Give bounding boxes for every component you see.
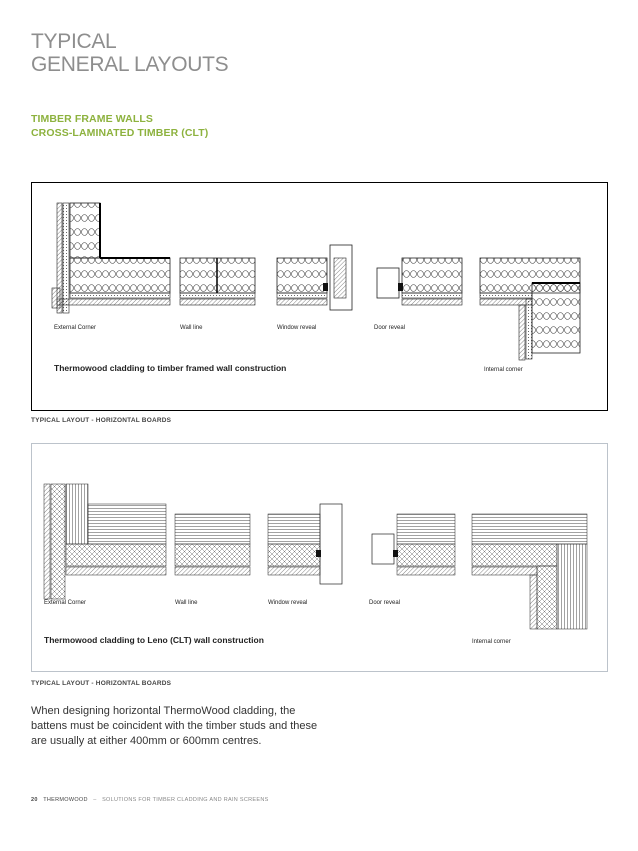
- footer-brand: THERMOWOOD: [43, 797, 88, 803]
- title-line-1: TYPICAL: [31, 30, 117, 53]
- window-reveal-detail: [277, 245, 352, 310]
- subtitle-line-2: CROSS-LAMINATED TIMBER (CLT): [31, 127, 209, 139]
- clt-external-corner-detail: [44, 484, 166, 599]
- subtitle-line-1: TIMBER FRAME WALLS: [31, 113, 153, 125]
- clt-drawing: [32, 444, 609, 673]
- p1-label-door-reveal: Door reveal: [374, 325, 406, 331]
- external-corner-detail: [52, 203, 170, 313]
- timber-frame-drawing: [32, 183, 609, 412]
- clt-drawing-panel: [31, 443, 608, 672]
- p1-label-window-reveal: Window reveal: [277, 325, 317, 331]
- panel2-caption: TYPICAL LAYOUT - HORIZONTAL BOARDS: [31, 680, 172, 687]
- clt-wall-line-detail: [175, 514, 250, 575]
- p2-label-external-corner: External Corner: [44, 600, 87, 606]
- clt-window-reveal-detail: [268, 504, 342, 584]
- p2-label-wall-line: Wall line: [175, 600, 198, 606]
- p2-label-door-reveal: Door reveal: [369, 600, 401, 606]
- page-footer: [31, 797, 269, 803]
- door-reveal-detail: [377, 258, 462, 305]
- title-line-2: GENERAL LAYOUTS: [31, 53, 229, 76]
- page-title: [31, 30, 228, 76]
- p2-heading: Thermowood cladding to Leno (CLT) wall construction: [44, 635, 264, 645]
- p1-label-wall-line: Wall line: [180, 325, 203, 331]
- p2-label-internal-corner: Internal corner: [472, 639, 511, 645]
- p1-heading: Thermowood cladding to timber framed wall construction: [54, 363, 287, 373]
- page-number: 20: [31, 797, 38, 803]
- section-subtitle: [31, 112, 208, 140]
- p2-label-window-reveal: Window reveal: [268, 600, 308, 606]
- clt-internal-corner-detail: [472, 514, 587, 629]
- wall-line-detail: [180, 258, 255, 305]
- panel1-caption: TYPICAL LAYOUT - HORIZONTAL BOARDS: [31, 417, 172, 424]
- body-paragraph: When designing horizontal ThermoWood cladding, the battens must be coincident with the timber studs and these are usually at either 400mm or 600mm centres.: [31, 705, 318, 747]
- internal-corner-detail: [480, 258, 580, 360]
- clt-door-reveal-detail: [372, 514, 455, 575]
- timber-frame-drawing-panel: [31, 182, 608, 411]
- footer-section: SOLUTIONS FOR TIMBER CLADDING AND RAIN SCREENS: [102, 797, 269, 803]
- footer-separator: –: [93, 797, 97, 803]
- p1-label-internal-corner: Internal corner: [484, 367, 523, 373]
- p1-label-external-corner: External Corner: [54, 325, 97, 331]
